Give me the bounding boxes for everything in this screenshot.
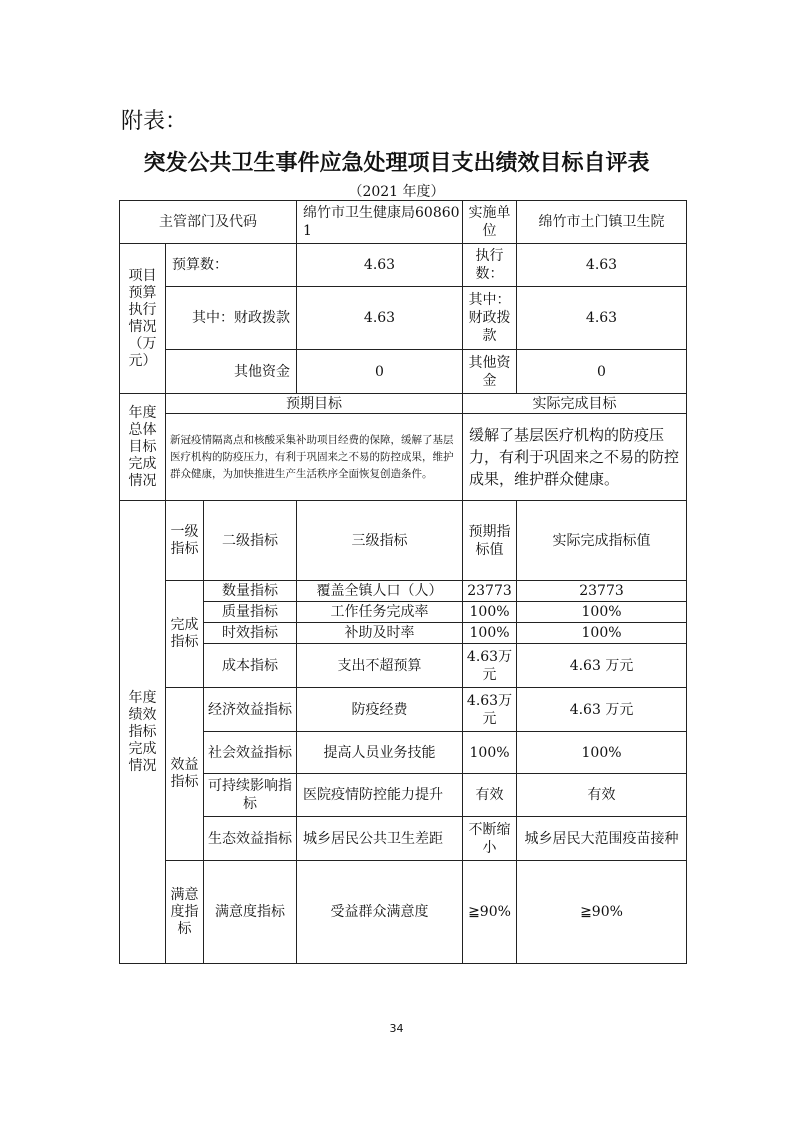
actual-target-header: 实际完成目标 <box>463 394 687 414</box>
expected-target-header: 预期目标 <box>166 394 463 414</box>
dept-value: 绵竹市卫生健康局608601 <box>297 201 463 244</box>
actual-cell: 城乡居民大范围疫苗接种 <box>517 817 687 861</box>
col-level3: 三级指标 <box>297 501 463 581</box>
exec-value: 4.63 <box>517 244 687 287</box>
budget-value: 4.63 <box>297 287 463 350</box>
actual-cell: 4.63 万元 <box>517 644 687 688</box>
level2-cell: 质量指标 <box>204 602 297 623</box>
exec-label: 其中：财政拨款 <box>463 287 517 350</box>
level2-cell: 时效指标 <box>204 623 297 644</box>
level2-cell: 成本指标 <box>204 644 297 688</box>
table-row <box>120 817 687 861</box>
budget-value: 0 <box>297 350 463 394</box>
page-title: 突发公共卫生事件应急处理项目支出绩效目标自评表 <box>143 151 650 176</box>
impl-value: 绵竹市土门镇卫生院 <box>517 201 687 244</box>
actual-cell: 100% <box>517 732 687 774</box>
level1-label: 满意度指标 <box>166 861 204 964</box>
table-row <box>120 623 687 644</box>
exec-value: 4.63 <box>517 287 687 350</box>
actual-cell: 有效 <box>517 774 687 817</box>
level2-cell: 满意度指标 <box>204 861 297 964</box>
level3-cell: 防疫经费 <box>297 688 463 732</box>
table-row <box>120 774 687 817</box>
performance-section-label: 年度绩效指标完成情况 <box>120 501 166 964</box>
overall-header-row <box>120 394 687 414</box>
level1-label: 完成指标 <box>166 581 204 688</box>
col-level1: 一级指标 <box>166 501 204 581</box>
page-number: 34 <box>389 1022 404 1035</box>
expected-cell: 有效 <box>463 774 517 817</box>
level2-cell: 可持续影响指标 <box>204 774 297 817</box>
level2-cell: 经济效益指标 <box>204 688 297 732</box>
table-row <box>120 688 687 732</box>
expected-cell: 100% <box>463 602 517 623</box>
level2-cell: 数量指标 <box>204 581 297 602</box>
budget-row-label: 预算数： <box>166 244 297 287</box>
budget-value: 4.63 <box>297 244 463 287</box>
performance-header-row <box>120 501 687 581</box>
expected-cell: 100% <box>463 732 517 774</box>
year-label: （2021 年度） <box>348 184 445 200</box>
table-row <box>120 581 687 602</box>
header-row <box>120 201 687 244</box>
col-level2: 二级指标 <box>204 501 297 581</box>
appendix-label: 附表： <box>121 109 188 134</box>
actual-cell: 23773 <box>517 581 687 602</box>
level3-cell: 医院疫情防控能力提升 <box>297 774 463 817</box>
exec-label: 执行数： <box>463 244 517 287</box>
self-evaluation-table <box>119 200 687 964</box>
expected-cell: 100% <box>463 623 517 644</box>
actual-target-text: 缓解了基层医疗机构的防疫压力，有利于巩固来之不易的防控成果，维护群众健康。 <box>463 414 687 501</box>
expected-cell: 4.63万元 <box>463 688 517 732</box>
overall-content-row <box>120 414 687 501</box>
expected-cell: 23773 <box>463 581 517 602</box>
dept-label: 主管部门及代码 <box>120 201 297 244</box>
col-expected: 预期指标值 <box>463 501 517 581</box>
level3-cell: 支出不超预算 <box>297 644 463 688</box>
impl-label: 实施单位 <box>463 201 517 244</box>
table-row <box>120 732 687 774</box>
budget-row <box>120 287 687 350</box>
exec-label: 其他资金 <box>463 350 517 394</box>
budget-row <box>120 244 687 287</box>
level3-cell: 覆盖全镇人口（人） <box>297 581 463 602</box>
level3-cell: 补助及时率 <box>297 623 463 644</box>
actual-cell: 100% <box>517 602 687 623</box>
level2-cell: 社会效益指标 <box>204 732 297 774</box>
expected-target-text: 新冠疫情隔离点和核酸采集补助项目经费的保障，缓解了基层医疗机构的防疫压力，有利于巩固来之不易的防控成果，维护群众健康，为加快推进生产生活秩序全面恢复创造条件。 <box>166 414 463 501</box>
budget-row-label: 其中：财政拨款 <box>166 287 297 350</box>
expected-cell: ≧90% <box>463 861 517 964</box>
actual-cell: 100% <box>517 623 687 644</box>
actual-cell: 4.63 万元 <box>517 688 687 732</box>
level1-label: 效益指标 <box>166 688 204 861</box>
level3-cell: 城乡居民公共卫生差距 <box>297 817 463 861</box>
budget-row-label: 其他资金 <box>166 350 297 394</box>
level3-cell: 受益群众满意度 <box>297 861 463 964</box>
level3-cell: 提高人员业务技能 <box>297 732 463 774</box>
budget-row <box>120 350 687 394</box>
level2-cell: 生态效益指标 <box>204 817 297 861</box>
table-row <box>120 602 687 623</box>
exec-value: 0 <box>517 350 687 394</box>
actual-cell: ≧90% <box>517 861 687 964</box>
table-row <box>120 644 687 688</box>
level3-cell: 工作任务完成率 <box>297 602 463 623</box>
budget-section-label: 项目预算执行情况（万元） <box>120 244 166 394</box>
expected-cell: 不断缩小 <box>463 817 517 861</box>
table-row <box>120 861 687 964</box>
expected-cell: 4.63万元 <box>463 644 517 688</box>
overall-section-label: 年度总体目标完成情况 <box>120 394 166 501</box>
col-actual: 实际完成指标值 <box>517 501 687 581</box>
